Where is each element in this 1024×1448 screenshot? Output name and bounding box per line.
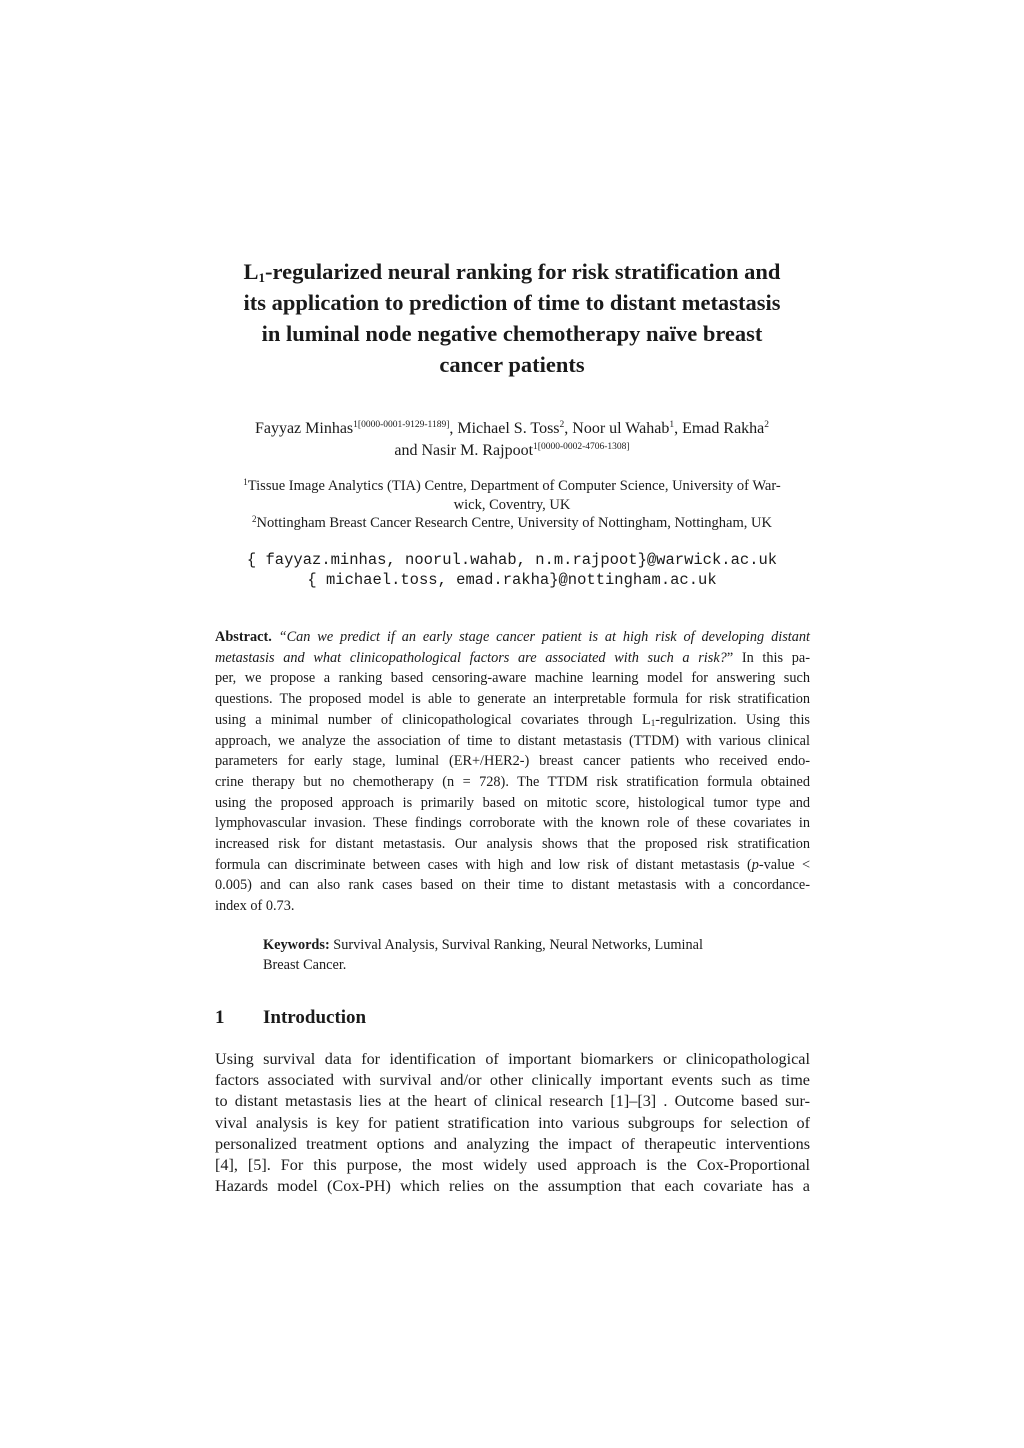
affiliation-line: wick, Coventry, UK [453,496,571,513]
author-name: and Nasir M. Rajpoot [394,442,534,459]
abstract-line: increased risk for distant metastasis. Our analysis shows that the proposed risk stratification [215,836,810,853]
abstract-line: crine therapy but no chemotherapy (n = 728). The TTDM risk stratification formula obtained [215,773,810,790]
abstract-line: parameters for early stage, luminal (ER+/HER2-) breast cancer patients who received endo- [215,753,810,770]
abstract-question: “Can we predict if an early stage cancer patient is at high risk of developing distant [278,629,810,645]
keywords [263,935,763,975]
author-name: , Michael S. Toss [449,420,560,437]
title-line: cancer patients [439,352,585,377]
section-title: Introduction [263,1007,367,1028]
abstract-line: using the proposed approach is primarily based on mitotic score, histological tumor type and [215,794,810,811]
author-line [200,440,824,462]
abstract-line: approach, we analyze the association of time to distant metastasis (TTDM) with various clinical [215,732,810,749]
body-line: to distant metastasis lies at the heart of clinical research [1]–[3] . Outcome based sur- [215,1092,810,1111]
introduction-body [215,1049,810,1197]
body-line: personalized treatment options and analyzing the impact of therapeutic interventions [215,1134,810,1153]
email-line[interactable]: { fayyaz.minhas, noorul.wahab, n.m.rajpoot}@warwick.ac.uk [246,551,778,569]
title-line: $L_1$-regularized neural ranking for risk stratification and [243,259,781,285]
keywords-line: Keywords: Survival Analysis, Survival Ranking, Neural Networks, Luminal [263,937,703,953]
section-number: 1 [215,1007,225,1028]
abstract-line: lymphovascular invasion. These findings corroborate with the known role of these covariates in [215,815,810,832]
affiliations [200,477,824,533]
author-name: Fayyaz Minhas [254,420,354,437]
body-line: vival analysis is key for patient stratification into various subgroups for selection of [215,1113,810,1132]
author-affil-mark: 2 [764,420,770,430]
abstract-label: Abstract. [215,629,272,645]
title-subscript: 1 [258,270,266,285]
author-list [200,418,824,462]
affiliation-line: $^1$Tissue Image Analytics (TIA) Centre, Department of Computer Science, University of War- [243,477,781,494]
affiliation-line: $^2$Nottingham Breast Cancer Research Centre, University of Nottingham, Nottingham, UK [252,514,772,531]
body-line: factors associated with survival and/or other clinically important events such as time [215,1071,810,1090]
body-line: Using survival data for identification of important biomarkers or clinicopathological [215,1050,810,1068]
abstract-line: using a minimal number of clinicopathological covariates through $L_1$-regulrization. Using this [215,711,810,728]
author-name: , Noor ul Wahab [564,420,670,437]
title-line: its application to prediction of time to distant metastasis [243,290,781,315]
author-affil-mark: 1 [669,420,675,430]
title-line: in luminal node negative chemotherapy naïve breast [261,321,763,346]
abstract-line [215,627,810,648]
abstract-line: index of 0.73. [215,898,295,915]
abstract-line: metastasis and what clinicopathological factors are associated with such a risk?” In this pa- [215,649,810,666]
abstract-line: formula can discriminate between cases with high and low risk of distant metastasis (p-value < [215,856,811,873]
abstract-question: metastasis and what clinicopathological factors are associated with such a risk? [215,649,727,666]
keywords-line: Breast Cancer. [263,957,347,973]
abstract [215,627,810,917]
body-line: [4], [5]. For this purpose, the most widely used approach is the Cox-Proportional [215,1156,810,1175]
email-line[interactable]: { michael.toss, emad.rakha}@nottingham.ac.uk [307,571,717,589]
keywords-label: Keywords: [263,937,330,953]
author-line [200,418,824,440]
author-orcid: 1[0000-0002-4706-1308] [533,442,630,452]
paper-title [200,256,824,380]
abstract-line: per, we propose a ranking based censoring-aware machine learning model for answering such [215,670,810,687]
abstract-line: 0.005) and can also rank cases based on their time to distant metastasis with a concordance- [215,877,810,894]
section-heading [215,1005,366,1031]
author-affil-mark: 2 [559,420,565,430]
abstract-line: questions. The proposed model is able to generate an interpretable formula for risk stratification [215,691,810,708]
author-name: , Emad Rakha [674,420,765,437]
author-emails [200,550,824,590]
author-orcid: 1[0000-0001-9129-1189] [353,420,450,430]
body-line: Hazards model (Cox-PH) which relies on the assumption that each covariate has a [215,1177,810,1196]
